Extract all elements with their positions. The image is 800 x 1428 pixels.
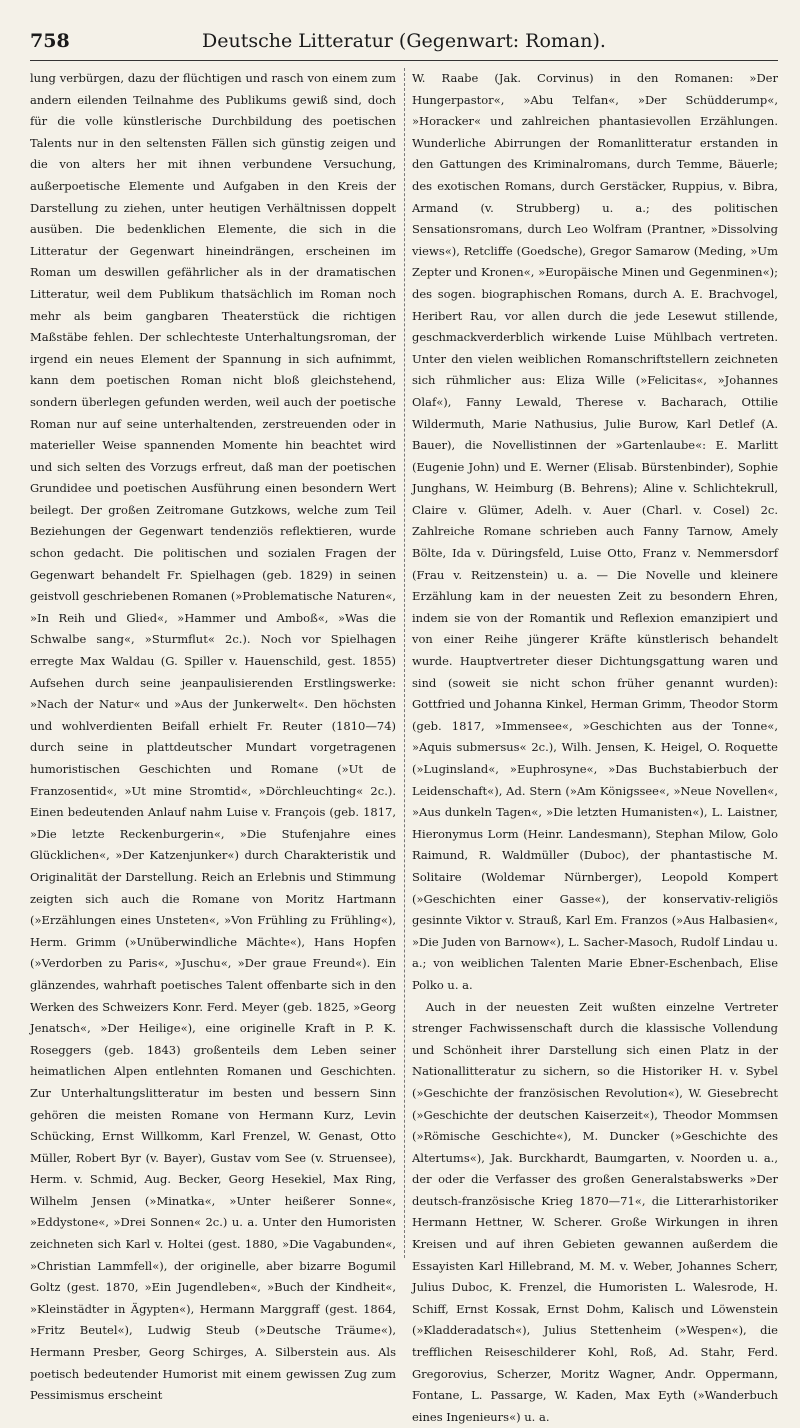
page-header xyxy=(30,30,778,61)
paragraph: Auch in der neuesten Zeit wußten einzelne Vertreter strenger Fachwissenschaft durch die klassische Vollendung und Schönheit ihrer Darstellung sich einen Platz in der Nationallitteratur zu sichern, so die Historiker H. v. Sybel (»Geschichte der französischen Revolution«), W. Giesebrecht (»Geschichte der deutschen Kaiserzeit«), Theodor Mommsen (»Römische Geschichte«), M. Duncker (»Geschichte des Altertums«), Jak. Burckhardt, Baumgarten, v. Noorden u. a., der oder die Verfasser des großen Generalstabswerks »Der deutsch-französische Krieg 1870—71«, die Litterarhistoriker Hermann Hettner, W. Scherer. Große Wirkungen in ihren Kreisen und auf ihren Gebieten gewannen außerdem die Essayisten Karl Hillebrand, M. M. v. Weber, Johannes Scherr, Julius Duboc, K. Frenzel, die Humoristen L. Walesrode, H. Schiff, Ernst Kossak, Ernst Dohm, Kalisch und Löwenstein (»Kladderadatsch«), Julius Stettenheim (»Wespen«), die trefflichen Reiseschilderer Kohl, Roß, Ad. Stahr, Ferd. Gregorovius, Scherzer, Moritz Wagner, Andr. Oppermann, Fontane, L. Passarge, W. Kaden, Max Eyth (»Wanderbuch eines Ingenieurs«) u. a. xyxy=(412,999,778,1424)
running-title: Deutsche Litteratur (Gegenwart: Roman). xyxy=(202,30,606,52)
left-column xyxy=(30,68,396,1403)
paragraph: W. Raabe (Jak. Corvinus) in den Romanen: »Der Hungerpastor«, »Abu Telfan«, »Der Schüdderump«, »Horacker« und zahlreichen phantasievollen Erzählungen. Wunderliche Abirrungen der Romanlitteratur erstanden in den Gattungen des Kriminalromans, durch Temme, Bäuerle; des exotischen Romans, durch Gerstäcker, Ruppius, v. Bibra, Armand (v. Strubberg) u. a.; des politischen Sensationsromans, durch Leo Wolfram (Prantner, »Dissolving views«), Retcliffe (Goedsche), Gregor Samarow (Meding, »Um Zepter und Kronen«, »Europäische Minen und Gegenminen«); des sogen. biographischen Romans, durch A. E. Brachvogel, Heribert Rau, vor allen durch die jede Lesewut stillende, geschmackverderblich wirkende Luise Mühlbach vertreten. Unter den vielen weiblichen Romanschriftstellern zeichneten sich rühmlicher aus: Eliza Wille (»Felicitas«, »Johannes Olaf«), Fanny Lewald, Therese v. Bacharach, Ottilie Wildermuth, Marie Nathusius, Julie Burow, Karl Detlef (A. Bauer), die Novellistinnen der »Gartenlaube«: E. Marlitt (Eugenie John) und E. Werner (Elisab. Bürstenbinder), Sophie Junghans, W. Heimburg (B. Behrens); Aline v. Schlichtekrull, Claire v. Glümer, Adelh. v. Auer (Charl. v. Cosel) 2c. Zahlreiche Romane schrieben auch Fanny Tarnow, Amely Bölte, Ida v. Düringsfeld, Luise Otto, Franz v. Nemmersdorf (Frau v. Reitzenstein) u. a. — Die Novelle und kleinere Erzählung kam in der neuesten Zeit zu besondern Ehren, indem sie von der Romantik und Reflexion emanzipiert und von einer Reihe jüngerer Kräfte künstlerisch behandelt wurde. Hauptvertreter dieser Dichtungsgattung waren und sind (soweit sie nicht schon früher genannt wurden): Gottfried und Johanna Kinkel, Herman Grimm, Theodor Storm (geb. 1817, »Immensee«, »Geschichten aus der Tonne«, »Aquis submersus« 2c.), Wilh. Jensen, K. Heigel, O. Roquette (»Luginsland«, »Euphrosyne«, »Das Buchstabierbuch der Leidenschaft«), Ad. Stern (»Am Königssee«, »Neue Novellen«, »Aus dunkeln Tagen«, »Die letzten Humanisten«), L. Laistner, Hieronymus Lorm (Heinr. Landesmann), Stephan Milow, Golo Raimund, R. Waldmüller (Duboc), der phantastische M. Solitaire (Woldemar Nürnberger), Leopold Kompert (»Geschichten einer Gasse«), der konservativ-religiös gesinnte Viktor v. Strauß, Karl Em. Franzos (»Aus Halbasien«, »Die Juden von Barnow«), L. Sacher-Masoch, Rudolf Lindau u. a.; von weiblichen Talenten Marie Ebner-Eschenbach, Elise Polko u. a. xyxy=(412,71,778,992)
text-columns xyxy=(30,68,778,1424)
column-divider xyxy=(404,68,405,1258)
page-number: 758 xyxy=(30,30,70,52)
paragraph: lung verbürgen, dazu der flüchtigen und rasch von einem zum andern eilenden Teilnahme des Publikums gewiß sind, doch für die volle künstlerische Durchbildung des poetischen Talents nur in den seltensten Fällen sich günstig zeigen und die von alters her mit ihnen verbundene Versuchung, außerpoetische Elemente und Aufgaben in den Kreis der Darstellung zu ziehen, unter heutigen Verhältnissen doppelt ausüben. Die bedenklichen Elemente, die sich in die Litteratur der Gegenwart hineindrängen, erscheinen im Roman um deswillen gefährlicher als in der dramatischen Litteratur, weil dem Publikum thatsächlich im Roman noch mehr als beim gangbaren Theaterstück die richtigen Maßstäbe fehlen. Der schlechteste Unterhaltungsroman, der irgend ein neues Element der Spannung in sich aufnimmt, kann dem poetischen Roman nicht bloß gleichstehend, sondern überlegen gefunden werden, weil auch der poetische Roman nur auf seine unterhaltenden, zerstreuenden oder in materieller Weise spannenden Momente hin beachtet wird und sich selten des Vorzugs erfreut, daß man der poetischen Grundidee und poetischen Ausführung einen besondern Wert beilegt. Der großen Zeitromane Gutzkows, welche zum Teil Beziehungen der Gegenwart tendenziös reflektieren, wurde schon gedacht. Die politischen und sozialen Fragen der Gegenwart behandelt Fr. Spielhagen (geb. 1829) in seinen geistvoll geschriebenen Romanen (»Problematische Naturen«, »In Reih und Glied«, »Hammer und Amboß«, »Was die Schwalbe sang«, »Sturmflut« 2c.). Noch vor Spielhagen erregte Max Waldau (G. Spiller v. Hauenschild, gest. 1855) Aufsehen durch seine jeanpaulisierenden Erstlingswerke: »Nach der Natur« und »Aus der Junkerwelt«. Den höchsten und wohlverdienten Beifall erhielt Fr. Reuter (1810—74) durch seine in plattdeutscher Mundart vorgetragenen humoristischen Geschichten und Romane (»Ut de Franzosentid«, »Ut mine Stromtid«, »Dörchleuchting« 2c.). Einen bedeutenden Anlauf nahm Luise v. François (geb. 1817, »Die letzte Reckenburgerin«, »Die Stufenjahre eines Glücklichen«, »Der Katzenjunker«) durch Charakteristik und Originalität der Darstellung. Reich an Erlebnis und Stimmung zeigten sich auch die Romane von Moritz Hartmann (»Erzählungen eines Unsteten«, »Von Frühling zu Frühling«), Herm. Grimm (»Unüberwindliche Mächte«), Hans Hopfen (»Verdorben zu Paris«, »Juschu«, »Der graue Freund«). Ein glänzendes, wahrhaft poetisches Talent offenbarte sich in den Werken des Schweizers Konr. Ferd. Meyer (geb. 1825, »Georg Jenatsch«, »Der Heilige«), eine originelle Kraft in P. K. Roseggers (geb. 1843) großenteils dem Leben seiner heimatlichen Alpen entlehnten Romanen und Geschichten. Zur Unterhaltungslitteratur im besten und bessern Sinn gehören die meisten Romane von Hermann Kurz, Levin Schücking, Ernst Willkomm, Karl Frenzel, W. Genast, Otto Müller, Robert Byr (v. Bayer), Gustav vom See (v. Struensee), Herm. v. Schmid, Aug. Becker, Georg Hesekiel, Max Ring, Wilhelm Jensen (»Minatka«, »Unter heißerer Sonne«, »Eddystone«, »Drei Sonnen« 2c.) u. a. Unter den Humoristen zeichneten sich Karl v. Holtei (gest. 1880, »Die Vagabunden«, »Christian Lammfell«), der originelle, aber bizarre Bogumil Goltz (gest. 1870, »Ein Jugendleben«, »Buch der Kindheit«, »Kleinstädter in Ägypten«), Hermann Marggraff (gest. 1864, »Fritz Beutel«), Ludwig Steub (»Deutsche Träume«), Hermann Presber, Georg Schirges, A. Silberstein aus. Als poetisch bedeutender Humorist mit einem gewissen Zug zum Pessimismus erscheint xyxy=(30,71,396,1403)
right-column xyxy=(412,68,778,1424)
